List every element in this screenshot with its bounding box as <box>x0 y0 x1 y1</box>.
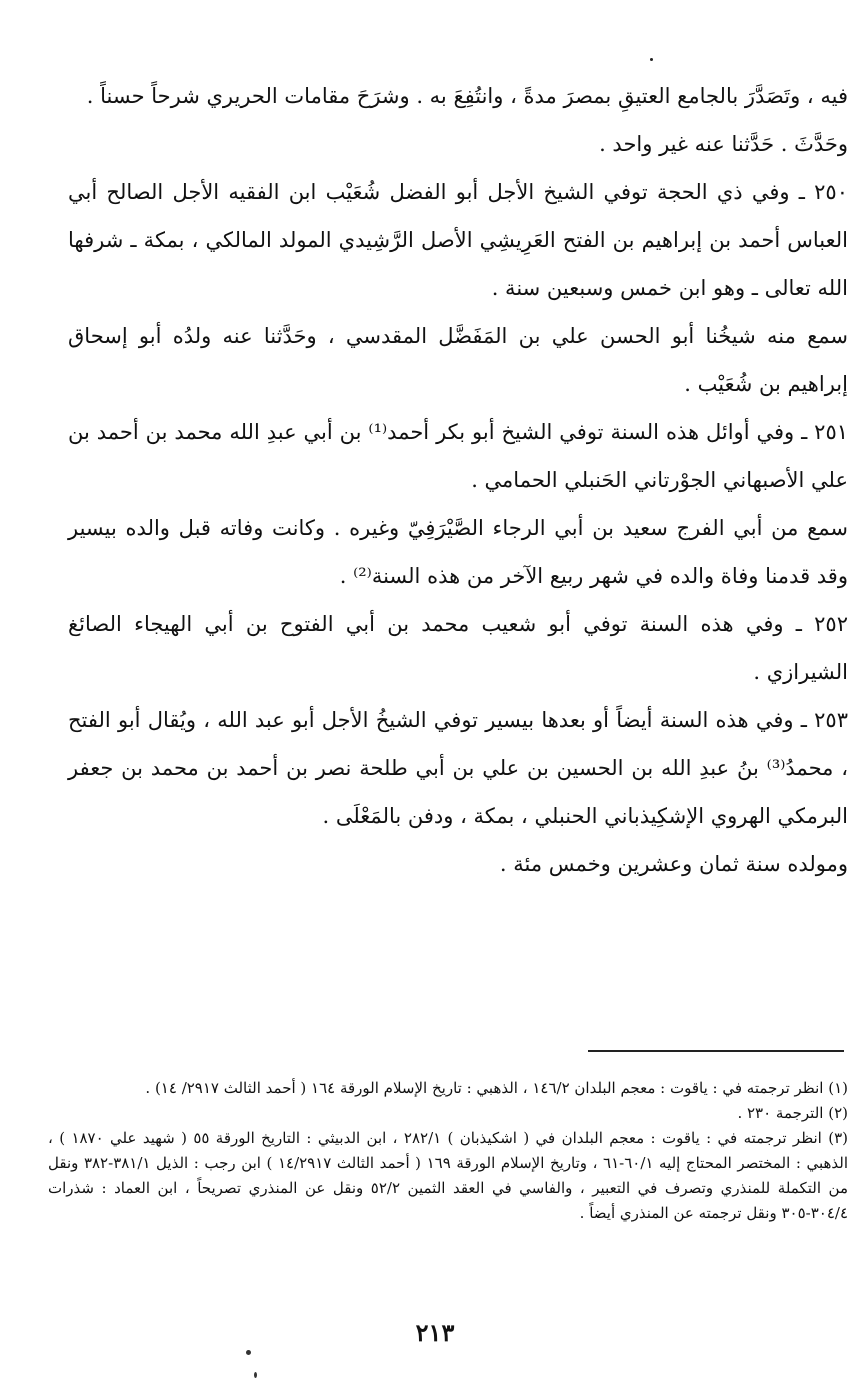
main-text <box>68 72 848 888</box>
paragraph: ٢٥٢ ـ وفي هذه السنة توفي أبو شعيب محمد بن أبي الفتوح بن أبي الهيجاء الصائغ الشيرازي . <box>68 612 848 684</box>
footnote-separator <box>588 1050 844 1052</box>
paragraph: ومولده سنة ثمان وعشرين وخمس مئة . <box>499 852 848 876</box>
paragraph: سمع من أبي الفرج سعيد بن أبي الرجاء الصَّيْرَفِيّ وغيره . وكانت وفاته قبل والده بيسير وقد قدمنا وفاة والده في شهر ربيع الآخر من هذه السنة⁽²⁾ . <box>68 516 848 588</box>
footnote: (٢) الترجمة ٢٣٠ . <box>737 1104 848 1122</box>
paragraph: سمع منه شيخُنا أبو الحسن علي بن المَفَضَّل المقدسي ، وحَدَّثنا عنه ولدُه أبو إسحاق إبراهيم بن شُعَيْب . <box>68 324 848 396</box>
paragraph: ٢٥٣ ـ وفي هذه السنة أيضاً أو بعدها بيسير توفي الشيخُ الأجل أبو عبد الله ، ويُقال أبو الفتح ، محمدُ⁽³⁾ بنُ عبدِ الله بن الحسين بن علي بن أبي طلحة نصر بن أحمد بن محمد بن جعفر البرمكي الهروي الإشكِيذباني الحنبلي ، بمكة ، ودفن بالمَعْلَى . <box>68 708 848 828</box>
footnote: (٣) انظر ترجمته في : ياقوت : معجم البلدان في ( اشكيذبان ) ٢٨٢/١ ، ابن الدبيثي : التاريخ الورقة ٥٥ ( شهيد علي ١٨٧٠ ) ، الذهبي : المختصر المحتاج إليه ٦٠/١-٦١ ، وتاريخ الإسلام الورقة ١٦٩ ( أحمد الثالث ١٤/٢٩١٧ ) ابن رجب : الذيل ٣٨١/١-٣٨٢ ونقل من التكملة للمنذري وتصرف في التعبير ، والفاسي في العقد الثمين ٥٢/٢ ونقل عن المنذري تصريحاً ، ابن العماد : شذرات ٣٠٤/٤-٣٠٥ ونقل ترجمته عن المنذري أيضاً . <box>48 1129 848 1222</box>
page-mark <box>650 58 653 61</box>
scan-speck <box>254 1372 257 1378</box>
footnotes <box>48 1076 848 1226</box>
paragraph: فيه ، وتَصَدَّرَ بالجامع العتيقِ بمصرَ مدةً ، وانتُفِعَ به . وشرَحَ مقامات الحريري شرحاً حسناً . <box>86 84 848 108</box>
paragraph: وحَدَّثَ . حَدَّثنا عنه غير واحد . <box>599 132 848 156</box>
paragraph: ٢٥١ ـ وفي أوائل هذه السنة توفي الشيخ أبو بكر أحمد⁽¹⁾ بن أبي عبدِ الله محمد بن أحمد بن علي الأصبهاني الجوْرتاني الحَنبلي الحمامي . <box>68 420 849 492</box>
paragraph: ٢٥٠ ـ وفي ذي الحجة توفي الشيخ الأجل أبو الفضل شُعَيْب ابن الفقيه الأجل الصالح أبي العباس أحمد بن إبراهيم بن الفتح العَرِيشِي الأصل الرَّشِيدي المولد المالكي ، بمكة ـ شرفها الله تعالى ـ وهو ابن خمس وسبعين سنة . <box>68 180 848 300</box>
scan-speck <box>246 1350 251 1355</box>
page-number: ٢١٣ <box>415 1318 455 1347</box>
footnote: (١) انظر ترجمته في : ياقوت : معجم البلدان ١٤٦/٢ ، الذهبي : تاريخ الإسلام الورقة ١٦٤ ( أحمد الثالث ٢٩١٧/ ١٤) . <box>145 1079 848 1097</box>
